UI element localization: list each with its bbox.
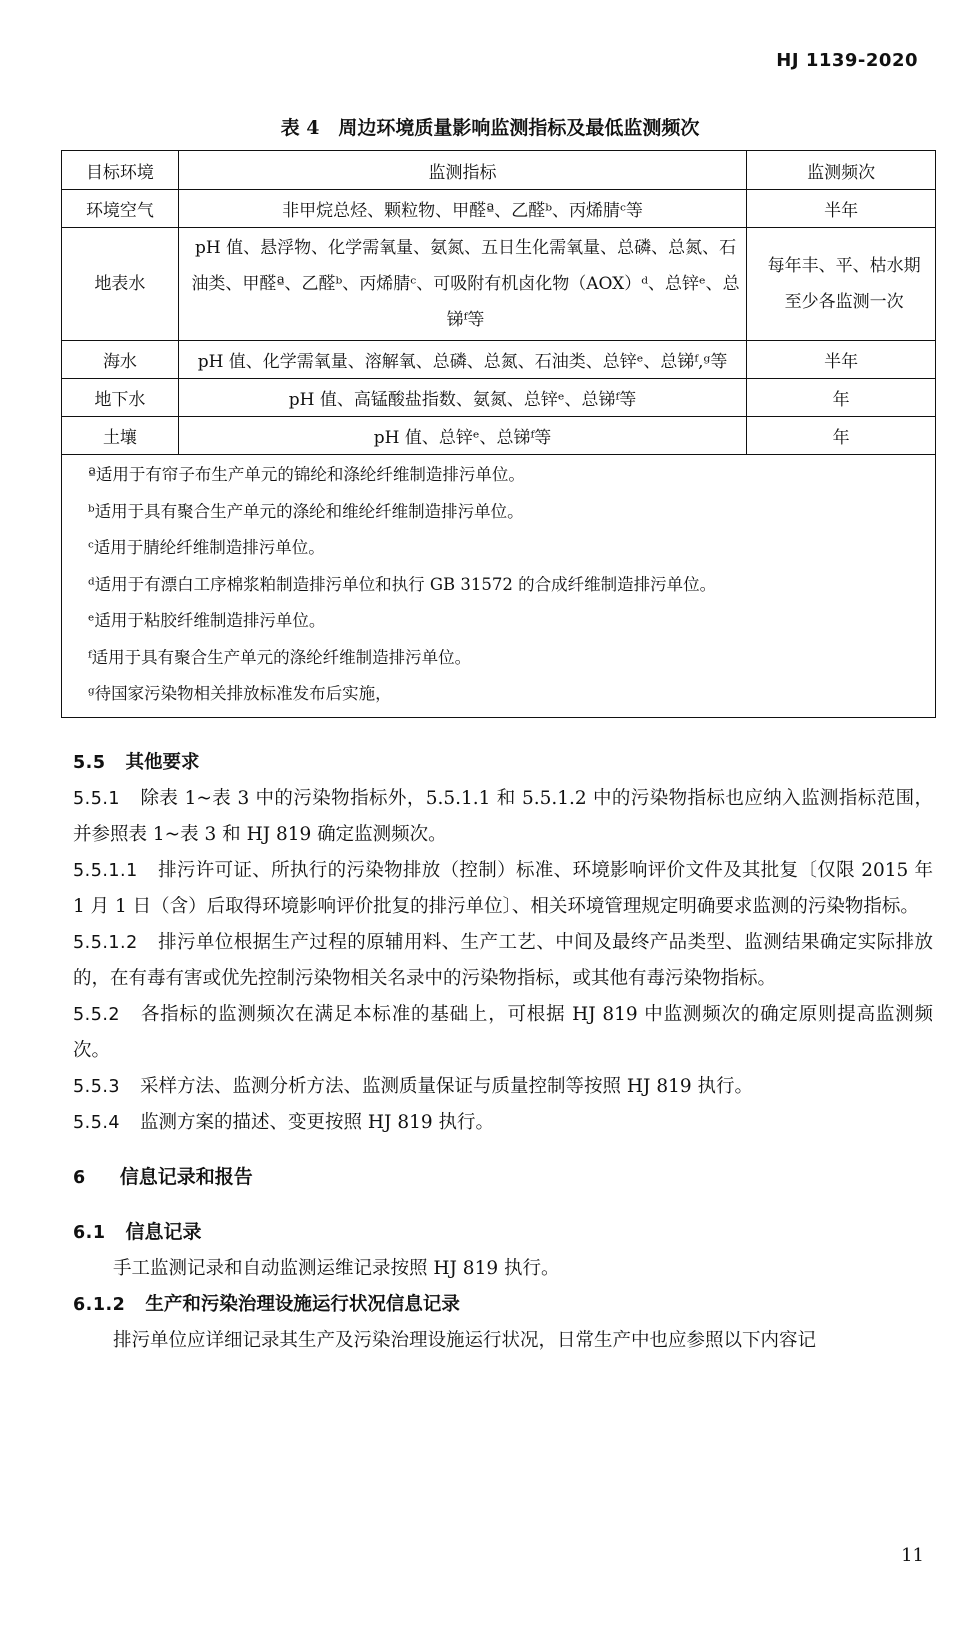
target-cell: 地下水 [62, 379, 179, 417]
indicators-cell: pH 值、高锰酸盐指数、氨氮、总锌ᵉ、总锑ᶠ等 [178, 379, 746, 417]
table-notes [62, 455, 936, 718]
clause-text: 排污单位根据生产过程的原辅用料、生产工艺、中间及最终产品类型、监测结果确定实际排放的，在有毒有害或优先控制污染物相关名录中的污染物指标，或其他有毒污染物指标。 [73, 932, 933, 989]
target-cell: 土壤 [62, 417, 179, 455]
body-text [73, 745, 933, 1359]
clause-number: 5.5.2 [73, 1005, 121, 1025]
table-note: ᶠ适用于具有聚合生产单元的涤纶纤维制造排污单位。 [88, 647, 472, 667]
indicators-cell: pH 值、悬浮物、化学需氧量、氨氮、五日生化需氧量、总磷、总氮、石油类、甲醛ª、乙醛ᵇ、丙烯腈ᶜ、可吸附有机卤化物（AOX）ᵈ、总锌ᵉ、总锑ᶠ等 [178, 228, 746, 341]
table-note: ᵇ适用于具有聚合生产单元的涤纶和维纶纤维制造排污单位。 [88, 501, 524, 521]
table-note: ᵍ待国家污染物相关排放标准发布后实施， [88, 684, 392, 703]
frequency-cell: 每年丰、平、枯水期至少各监测一次 [747, 228, 936, 341]
target-cell: 地表水 [62, 228, 179, 341]
clause-text: 排污许可证、所执行的污染物排放（控制）标准、环境影响评价文件及其批复〔仅限 2015 年 1 月 1 日（含）后取得环境影响评价批复的排污单位〕、相关环境管理规定明确要求监测的污染物指标。 [73, 860, 933, 917]
clause-number: 5.5.1.1 [73, 861, 138, 881]
section-heading-6 [73, 1159, 933, 1196]
clause-text: 监测方案的描述、变更按照 HJ 819 执行。 [140, 1112, 495, 1133]
table-note: ᵈ适用于有漂白工序棉浆粕制造排污单位和执行 GB 31572 的合成纤维制造排污单位。 [88, 574, 717, 594]
section-title: 其他要求 [125, 752, 200, 773]
section-heading-5-5 [73, 745, 933, 781]
header-cell-frequency: 监测频次 [747, 151, 936, 190]
monitoring-table [61, 150, 936, 718]
section-title: 信息记录 [125, 1221, 202, 1243]
clause-number: 5.5.1 [73, 789, 121, 809]
frequency-cell: 年 [747, 379, 936, 417]
header-cell-indicators: 监测指标 [178, 151, 746, 190]
section-heading-6-1-2 [73, 1287, 933, 1323]
section-title: 生产和污染治理设施运行状况信息记录 [145, 1294, 460, 1315]
table-note: ª适用于有帘子布生产单元的锦纶和涤纶纤维制造排污单位。 [88, 465, 525, 484]
section-title: 信息记录和报告 [119, 1166, 253, 1188]
indicators-cell: pH 值、总锌ᵉ、总锑ᶠ等 [178, 417, 746, 455]
table-row [62, 417, 936, 455]
paragraph-6-1: 手工监测记录和自动监测运维记录按照 HJ 819 执行。 [113, 1258, 560, 1279]
clause-number: 5.5.4 [73, 1113, 121, 1133]
table-header-row [62, 151, 936, 190]
frequency-cell: 年 [747, 417, 936, 455]
clause-5-5-1-1 [73, 853, 933, 925]
table-caption: 表 4 周边环境质量影响监测指标及最低监测频次 [280, 117, 700, 139]
target-cell: 海水 [62, 341, 179, 379]
section-heading-6-1 [73, 1214, 933, 1251]
table-note: ᵉ适用于粘胶纤维制造排污单位。 [88, 611, 326, 630]
section-number: 5.5 [73, 753, 106, 773]
indicators-cell: pH 值、化学需氧量、溶解氧、总磷、总氮、石油类、总锌ᵉ、总锑ᶠ,ᵍ等 [178, 341, 746, 379]
section-number: 6.1 [73, 1223, 106, 1243]
clause-5-5-4 [73, 1105, 933, 1141]
clause-5-5-3 [73, 1069, 933, 1105]
clause-text: 各指标的监测频次在满足本标准的基础上，可根据 HJ 819 中监测频次的确定原则提高监测频次。 [73, 1004, 933, 1061]
section-number: 6.1.2 [73, 1295, 126, 1315]
target-cell: 环境空气 [62, 190, 179, 228]
clause-text: 除表 1~表 3 中的污染物指标外，5.5.1.1 和 5.5.1.2 中的污染物指标也应纳入监测指标范围，并参照表 1~表 3 和 HJ 819 确定监测频次。 [73, 788, 933, 845]
clause-5-5-1 [73, 781, 933, 853]
standard-code: HJ 1139-2020 [776, 50, 918, 71]
table-row [62, 341, 936, 379]
clause-5-5-2 [73, 997, 933, 1069]
table-row [62, 379, 936, 417]
table-note: ᶜ适用于腈纶纤维制造排污单位。 [88, 538, 325, 557]
page-number: 11 [901, 1545, 924, 1566]
table-row [62, 228, 936, 341]
table-row [62, 190, 936, 228]
frequency-cell: 半年 [747, 190, 936, 228]
indicators-cell: 非甲烷总烃、颗粒物、甲醛ª、乙醛ᵇ、丙烯腈ᶜ等 [178, 190, 746, 228]
header-cell-target: 目标环境 [62, 151, 179, 190]
clause-number: 5.5.3 [73, 1077, 121, 1097]
paragraph-6-1-2: 排污单位应详细记录其生产及污染治理设施运行状况，日常生产中也应参照以下内容记 [113, 1330, 817, 1351]
table-4 [61, 150, 936, 718]
table-notes-row [62, 455, 936, 718]
section-number: 6 [73, 1168, 86, 1188]
clause-number: 5.5.1.2 [73, 933, 138, 953]
clause-5-5-1-2 [73, 925, 933, 997]
clause-text: 采样方法、监测分析方法、监测质量保证与质量控制等按照 HJ 819 执行。 [140, 1076, 754, 1097]
frequency-cell: 半年 [747, 341, 936, 379]
